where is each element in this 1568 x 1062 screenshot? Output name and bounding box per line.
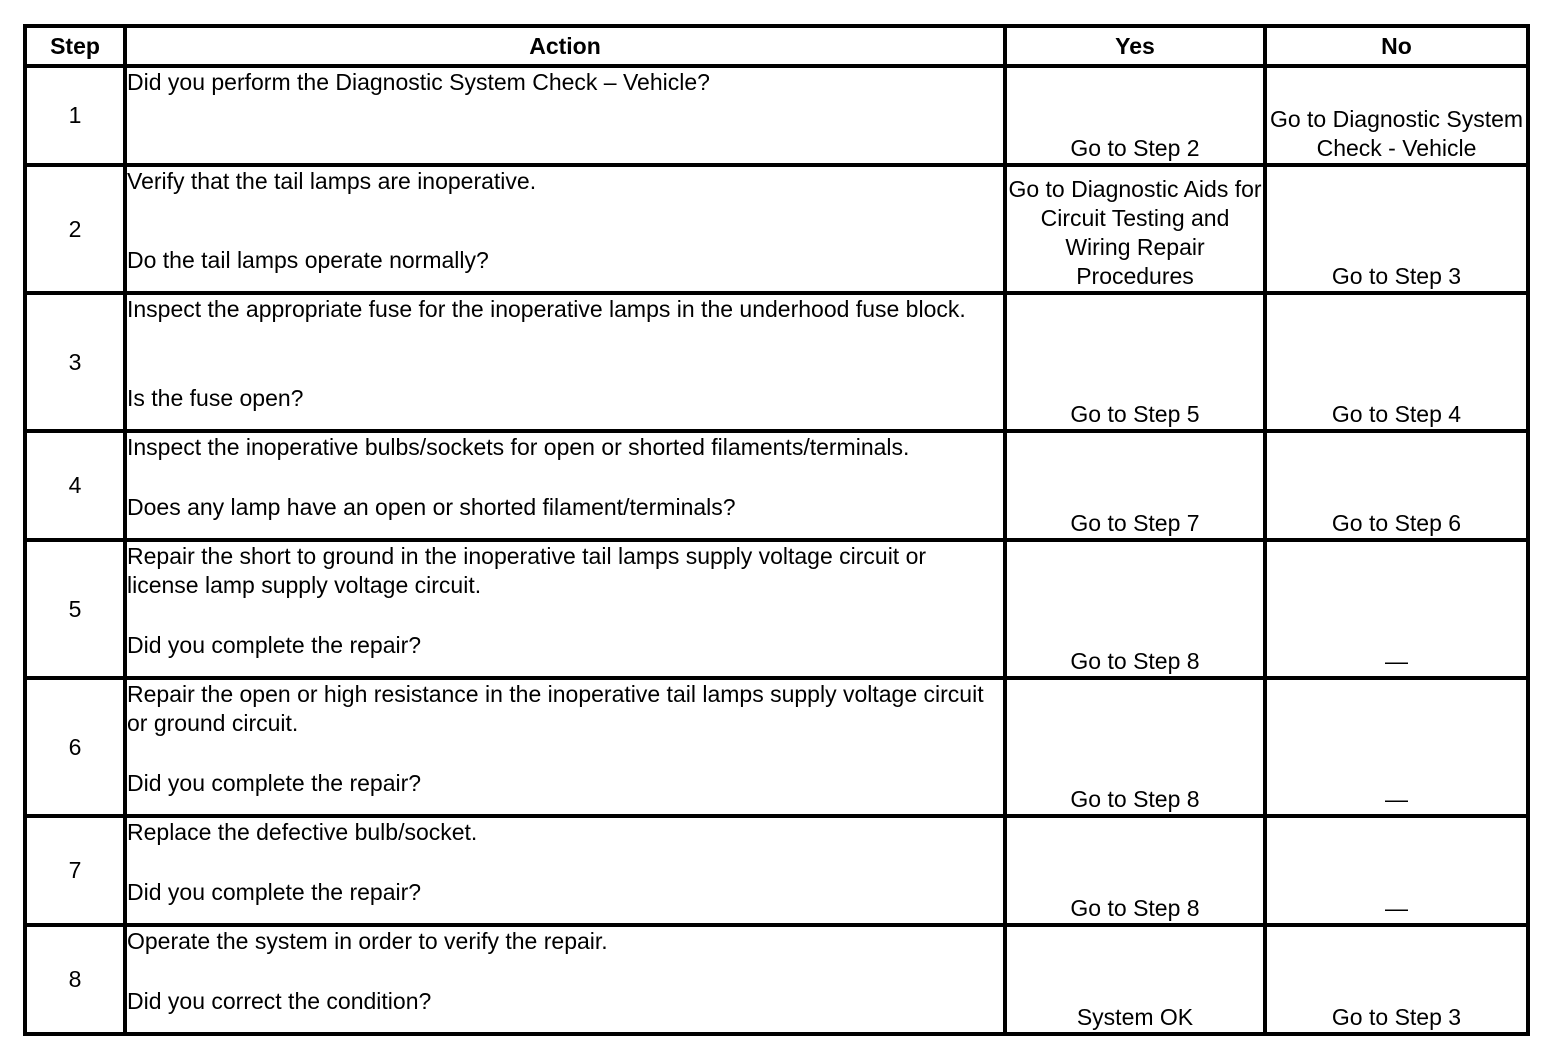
action-question: Do the tail lamps operate normally?	[127, 247, 489, 273]
yes-cell: Go to Diagnostic Aids for Circuit Testing and Wiring Repair Procedures	[1005, 165, 1265, 293]
table-row	[25, 431, 1528, 540]
yes-cell: Go to Step 7	[1005, 431, 1265, 540]
action-instruction: Verify that the tail lamps are inoperative.	[127, 168, 537, 194]
action-instruction: Inspect the inoperative bulbs/sockets for open or shorted filaments/terminals.	[127, 434, 910, 460]
no-cell: —	[1265, 540, 1528, 678]
no-cell: —	[1265, 678, 1528, 816]
action-cell	[125, 66, 1005, 165]
action-instruction: Repair the short to ground in the inoperative tail lamps supply voltage circuit or license lamp supply voltage circuit.	[127, 543, 927, 598]
step-number: 5	[25, 540, 125, 678]
no-cell: —	[1265, 816, 1528, 925]
yes-cell: Go to Step 2	[1005, 66, 1265, 165]
table-row	[25, 66, 1528, 165]
action-question: Is the fuse open?	[127, 385, 304, 411]
action-instruction: Inspect the appropriate fuse for the inoperative lamps in the underhood fuse block.	[127, 296, 966, 322]
table-row	[25, 293, 1528, 431]
action-question: Did you complete the repair?	[127, 632, 422, 658]
action-cell	[125, 678, 1005, 816]
yes-cell: System OK	[1005, 925, 1265, 1034]
action-instruction: Repair the open or high resistance in the inoperative tail lamps supply voltage circuit or ground circuit.	[127, 681, 984, 736]
yes-cell: Go to Step 8	[1005, 678, 1265, 816]
step-number: 4	[25, 431, 125, 540]
header-step: Step	[25, 26, 125, 66]
diagnostic-table	[23, 24, 1530, 1036]
yes-cell: Go to Step 8	[1005, 540, 1265, 678]
step-number: 2	[25, 165, 125, 293]
table-row	[25, 816, 1528, 925]
action-question: Did you complete the repair?	[127, 879, 422, 905]
no-cell: Go to Step 4	[1265, 293, 1528, 431]
step-number: 1	[25, 66, 125, 165]
no-cell: Go to Step 3	[1265, 165, 1528, 293]
action-cell	[125, 925, 1005, 1034]
action-instruction: Operate the system in order to verify the repair.	[127, 928, 608, 954]
header-action: Action	[125, 26, 1005, 66]
step-number: 7	[25, 816, 125, 925]
header-yes: Yes	[1005, 26, 1265, 66]
action-instruction: Did you perform the Diagnostic System Check – Vehicle?	[127, 69, 710, 95]
action-cell	[125, 293, 1005, 431]
action-question: Did you complete the repair?	[127, 770, 422, 796]
header-no: No	[1265, 26, 1528, 66]
action-question: Does any lamp have an open or shorted filament/terminals?	[127, 494, 736, 520]
step-number: 8	[25, 925, 125, 1034]
yes-cell: Go to Step 8	[1005, 816, 1265, 925]
action-cell	[125, 816, 1005, 925]
table-row	[25, 540, 1528, 678]
step-number: 6	[25, 678, 125, 816]
table-row	[25, 678, 1528, 816]
no-cell: Go to Step 3	[1265, 925, 1528, 1034]
action-instruction: Replace the defective bulb/socket.	[127, 819, 478, 845]
action-question: Did you correct the condition?	[127, 988, 432, 1014]
action-cell	[125, 431, 1005, 540]
no-cell: Go to Step 6	[1265, 431, 1528, 540]
action-cell	[125, 540, 1005, 678]
table-row	[25, 925, 1528, 1034]
step-number: 3	[25, 293, 125, 431]
yes-cell: Go to Step 5	[1005, 293, 1265, 431]
no-cell: Go to Diagnostic System Check - Vehicle	[1265, 66, 1528, 165]
action-cell	[125, 165, 1005, 293]
header-row	[25, 26, 1528, 66]
table-row	[25, 165, 1528, 293]
